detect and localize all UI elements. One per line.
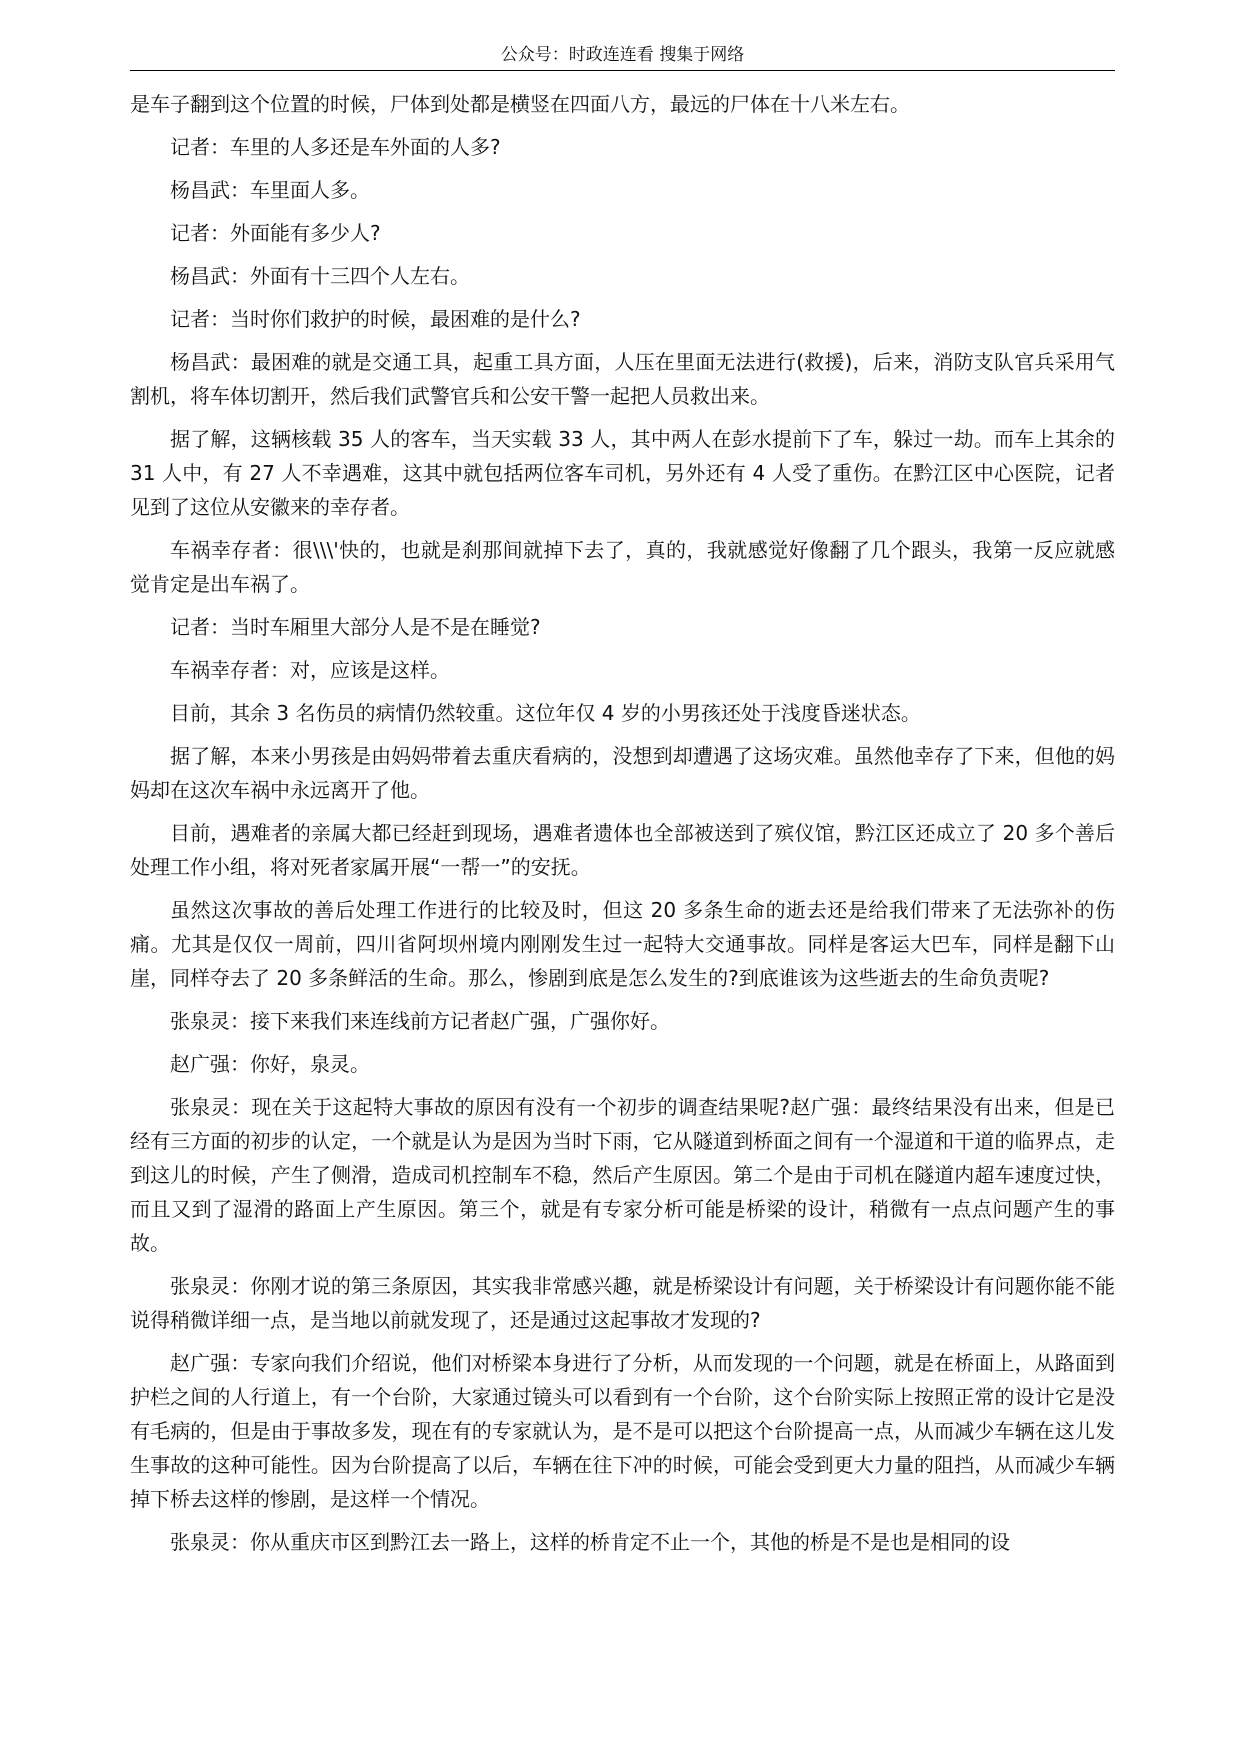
paragraph: 杨昌武：车里面人多。	[170, 178, 370, 202]
page-header	[130, 40, 1115, 71]
paragraph: 车祸幸存者：很\\\'快的，也就是刹那间就掉下去了，真的，我就感觉好像翻了几个跟头，我第一反应就感觉肯定是出车祸了。	[130, 538, 1115, 596]
paragraph-continuation: 是车子翻到这个位置的时候，尸体到处都是横竖在四面八方，最远的尸体在十八米左右。	[130, 92, 910, 116]
paragraph: 目前，遇难者的亲属大都已经赶到现场，遇难者遗体也全部被送到了殡仪馆，黔江区还成立了 20 多个善后处理工作小组，将对死者家属开展“一帮一”的安抚。	[130, 821, 1115, 879]
paragraph: 杨昌武：最困难的就是交通工具，起重工具方面，人压在里面无法进行(救援)，后来，消防支队官兵采用气割机，将车体切割开，然后我们武警官兵和公安干警一起把人员救出来。	[130, 350, 1115, 408]
paragraph: 张泉灵：你从重庆市区到黔江去一路上，这样的桥肯定不止一个，其他的桥是不是也是相同的设	[170, 1530, 1010, 1554]
document-body	[130, 87, 1115, 1568]
paragraph: 杨昌武：外面有十三四个人左右。	[170, 264, 470, 288]
paragraph: 据了解，这辆核载 35 人的客车，当天实载 33 人，其中两人在彭水提前下了车，躲过一劫。而车上其余的 31 人中，有 27 人不幸遇难，这其中就包括两位客车司机，另外还有 4 人受了重伤。在黔江区中心医院，记者见到了这位从安徽来的幸存者。	[130, 427, 1115, 519]
paragraph: 赵广强：专家向我们介绍说，他们对桥梁本身进行了分析，从而发现的一个问题，就是在桥面上，从路面到护栏之间的人行道上，有一个台阶，大家通过镜头可以看到有一个台阶，这个台阶实际上按照正常的设计它是没有毛病的，但是由于事故多发，现在有的专家就认为，是不是可以把这个台阶提高一点，从而减少车辆在这儿发生事故的这种可能性。因为台阶提高了以后，车辆在往下冲的时候，可能会受到更大力量的阻挡，从而减少车辆掉下桥去这样的惨剧，是这样一个情况。	[130, 1351, 1115, 1511]
paragraph: 张泉灵：你刚才说的第三条原因，其实我非常感兴趣，就是桥梁设计有问题，关于桥梁设计有问题你能不能说得稍微详细一点，是当地以前就发现了，还是通过这起事故才发现的?	[130, 1274, 1115, 1332]
paragraph: 目前，其余 3 名伤员的病情仍然较重。这位年仅 4 岁的小男孩还处于浅度昏迷状态。	[170, 701, 921, 725]
paragraph: 记者：当时你们救护的时候，最困难的是什么?	[170, 307, 581, 331]
paragraph: 车祸幸存者：对，应该是这样。	[170, 658, 450, 682]
paragraph: 记者：当时车厢里大部分人是不是在睡觉?	[170, 615, 541, 639]
paragraph: 据了解，本来小男孩是由妈妈带着去重庆看病的，没想到却遭遇了这场灾难。虽然他幸存了下来，但他的妈妈却在这次车祸中永远离开了他。	[130, 744, 1115, 802]
paragraph: 虽然这次事故的善后处理工作进行的比较及时，但这 20 多条生命的逝去还是给我们带来了无法弥补的伤痛。尤其是仅仅一周前，四川省阿坝州境内刚刚发生过一起特大交通事故。同样是客运大巴车，同样是翻下山崖，同样夺去了 20 多条鲜活的生命。那么，惨剧到底是怎么发生的?到底谁该为这些逝去的生命负责呢?	[130, 898, 1115, 990]
paragraph: 记者：外面能有多少人?	[170, 221, 381, 245]
paragraph: 记者：车里的人多还是车外面的人多?	[170, 135, 501, 159]
header-text: 公众号：时政连连看 搜集于网络	[500, 45, 745, 65]
paragraph: 赵广强：你好，泉灵。	[170, 1052, 370, 1076]
paragraph: 张泉灵：接下来我们来连线前方记者赵广强，广强你好。	[170, 1009, 670, 1033]
paragraph: 张泉灵：现在关于这起特大事故的原因有没有一个初步的调查结果呢?赵广强：最终结果没有出来，但是已经有三方面的初步的认定，一个就是认为是因为当时下雨，它从隧道到桥面之间有一个湿道和干道的临界点，走到这儿的时候，产生了侧滑，造成司机控制车不稳，然后产生原因。第二个是由于司机在隧道内超车速度过快，而且又到了湿滑的路面上产生原因。第三个，就是有专家分析可能是桥梁的设计，稍微有一点点问题产生的事故。	[130, 1095, 1115, 1255]
